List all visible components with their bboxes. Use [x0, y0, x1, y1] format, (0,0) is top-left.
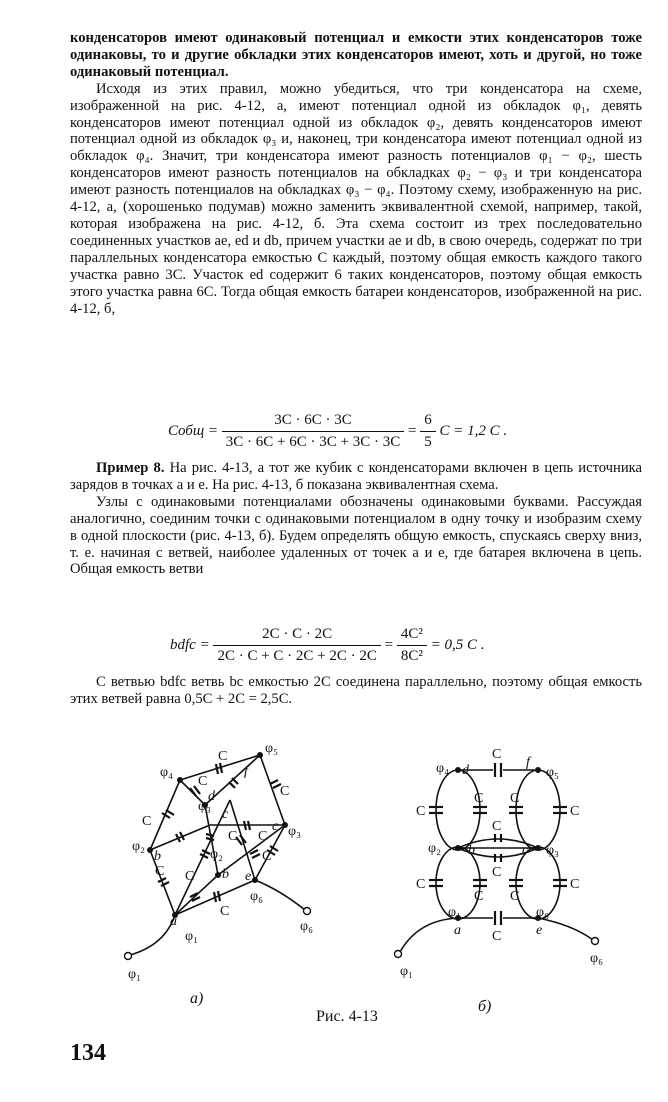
formula2-result-fraction [397, 626, 427, 665]
figure-a-cap-label-2: C [155, 864, 165, 879]
formula-bdfc [170, 626, 485, 665]
figure-a-cap-label-6: C [228, 829, 238, 844]
figure-a-cap-label-4: C [218, 749, 228, 764]
example-text: На рис. 4-13, а тот же кубик с конденсаторами включен в цепь источника зарядов в точках a и e. На рис. 4-13, б показана эквивалентная схема. [70, 460, 642, 493]
figure-b-cap-label-9: C [510, 889, 520, 904]
figure-b-node-e: e [536, 923, 543, 938]
figure-a-cap-label-3: C [198, 774, 208, 789]
figure-a-diagram [110, 730, 330, 990]
figure-b-phi1-terminal: φ₁ [400, 964, 413, 979]
figure-b-cap-label-2: C [492, 929, 502, 944]
page-number: 134 [70, 1040, 106, 1066]
formula1-denominator: 3C · 6C + 6C · 3C + 3C · 3C [225, 434, 401, 450]
formula-total-capacitance [168, 412, 507, 451]
formula1-result-fraction [420, 412, 436, 451]
figure-b-phi1-node: φ₁ [448, 905, 461, 920]
figure-a-cap-label-5: C [280, 784, 290, 799]
figure-b-phi6-node: φ₆ [536, 905, 549, 920]
formula1-fraction [222, 412, 404, 451]
figure-b-phi3: φ₃ [546, 843, 559, 858]
figure-a-phi2-inner: φ₂ [210, 847, 223, 862]
figure-a-phi6-terminal: φ₆ [300, 919, 313, 934]
formula1-numerator: 3C · 6C · 3C [222, 412, 404, 432]
figure-b-cap-label-8: C [474, 889, 484, 904]
figure-b-node-b: b [468, 843, 475, 858]
figure-a-node-c: c [272, 819, 279, 834]
figure-b-cap-label-5: C [510, 791, 520, 806]
figure-a-node-e: e [245, 869, 252, 884]
formula1-tail: C = 1,2 C . [439, 422, 508, 439]
figure-a-node-d: d [208, 789, 215, 804]
figure-b-cap-label-6: C [570, 804, 580, 819]
figure-b-cap-label-10: C [570, 877, 580, 892]
figure-b-node-c: c [522, 843, 529, 858]
figure-b-node-a: a [454, 923, 461, 938]
figure-b-cap-label-4: C [474, 791, 484, 806]
paragraph-5: С ветвью bdfc ветвь bc емкостью 2C соединена параллельно, поэтому общая емкость этих ветвей равна 0,5C + 2C = 2,5C. [70, 674, 642, 707]
figure-a-node-c-inner: c [222, 807, 229, 822]
formula1-result-denominator: 5 [424, 434, 432, 450]
figure-a-phi5: φ₅ [265, 741, 278, 756]
text-bottom [70, 674, 642, 708]
figure-a-caption: а) [190, 990, 204, 1007]
figure-b-phi4: φ₄ [436, 761, 449, 776]
figure-b-cap-label-1: C [492, 747, 502, 762]
paragraph-3 [70, 460, 642, 494]
figure-b-terminal-right [592, 938, 599, 945]
figure-b-caption: б) [478, 998, 492, 1015]
formula2-numerator: 2C · C · 2C [213, 626, 380, 646]
figure-a-phi3-inner: φ₃ [198, 799, 211, 814]
figure-b-cap-label-3: C [416, 804, 426, 819]
figure-b-cap-label-11: C [492, 819, 502, 834]
formula2-equals: = [384, 636, 394, 653]
text-top [70, 30, 642, 317]
formula1-lhs: Cобщ = [168, 422, 219, 439]
figure-b-cap-label-12: C [492, 865, 502, 880]
figure-a-terminal-left [125, 953, 132, 960]
figure-a-cap-label-9: C [220, 904, 230, 919]
figure-a-cap-label-7: C [262, 849, 272, 864]
figure-b-diagram [378, 730, 618, 990]
example-label: Пример 8. [96, 460, 165, 476]
formula1-result-numerator: 6 [420, 412, 436, 432]
figure-b-node-f: f [526, 755, 530, 770]
paragraph-1: конденсаторов имеют одинаковый потенциал и емкости этих конденсаторов тоже одинаковы, то и другие обкладки этих конденсаторов имеют, хоть и другой, но тоже одинаковый потенциал. [70, 30, 642, 80]
text-middle [70, 460, 642, 578]
figure-a-node-a: a [170, 914, 177, 929]
figure-a-node-b-inner: b [222, 867, 229, 882]
formula2-tail: = 0,5 C . [430, 636, 485, 653]
formula1-equals: = [407, 422, 417, 439]
figure-a-phi4: φ₄ [160, 765, 173, 780]
paragraph-4: Узлы с одинаковыми потенциалами обозначены одинаковыми буквами. Рассуждая аналогично, соединим точки с одинаковыми потенциалом в одну точку и изобразим схему в одной плоскости (рис. 4-13, б). Будем определять общую емкость, спускаясь сверху вниз, т. е. начиная с ветвей, наиболее удаленных от точек a и e, где батарея включена в цепь. Общая емкость ветви [70, 493, 642, 578]
formula2-denominator: 2C · C + C · 2C + 2C · 2C [217, 648, 377, 664]
formula2-result-denominator: 8C² [400, 648, 423, 664]
figure-caption: Рис. 4-13 [316, 1008, 378, 1025]
figure-b-node-d: d [462, 763, 469, 778]
figure-a-cap-label-1: C [142, 814, 152, 829]
figure-b-terminal-left [395, 951, 402, 958]
figure-b-phi6-terminal: φ₆ [590, 951, 603, 966]
figure-a-cap-label-8: C [185, 869, 195, 884]
figure-a-cap-label-10: C [258, 829, 268, 844]
figure-a-node-b: b [154, 849, 161, 864]
figure-b-wires [400, 770, 593, 952]
figure-b [378, 730, 618, 995]
figure-a-node-f: f [244, 764, 248, 779]
figure-b-phi2: φ₂ [428, 841, 441, 856]
figure-b-phi5: φ₅ [546, 765, 559, 780]
figure-a [110, 730, 330, 995]
formula2-fraction [213, 626, 380, 665]
figure-a-phi1-terminal: φ₁ [128, 967, 141, 982]
figure-a-phi3: φ₃ [288, 824, 301, 839]
formula2-result-numerator: 4C² [397, 626, 427, 646]
paragraph-2: Исходя из этих правил, можно убедиться, что три конденсатора на схеме, изображенной на рис. 4-12, а, имеют потенциал одной из обкладок φ₁, девять конденсаторов имеют потенциал одной из обкладок φ₂, девять конденсаторов имеют потенциал одной из обкладок φ₃ и, наконец, три конденсатора имеют потенциал одной из обкладок φ₄. Значит, три конденсатора имеют разность потенциалов φ₁ − φ₂, шесть конденсаторов имеют разность потенциалов на обкладках φ₂ − φ₃ и три конденсатора имеют разность потенциалов на обкладках φ₃ − φ₄. Поэтому схему, изображенную на рис. 4-12, а, (хорошенько подумав) можно заменить эквивалентной схемой, например, такой, которая изображена на рис. 4-12, б. Эта схема состоит из трех последовательно соединенных участков ae, ed и db, причем участки ae и db, в свою очередь, содержат по три параллельных конденсатора емкостью C каждый, поэтому общая емкость каждого такого участка равно 3C. Участок ed содержит 6 таких конденсаторов, поэтому общая емкость этого участка равна 6C. Тогда общая емкость батареи конденсаторов, изображенной на рис. 4-12, б, [70, 80, 642, 317]
figure-a-terminal-right [304, 908, 311, 915]
figure-a-phi6-node: φ₆ [250, 889, 263, 904]
figure-a-phi1-node: φ₁ [185, 929, 198, 944]
figure-b-cap-label-7: C [416, 877, 426, 892]
figure-a-phi2: φ₂ [132, 839, 145, 854]
formula2-lhs: bdfc = [170, 636, 210, 653]
